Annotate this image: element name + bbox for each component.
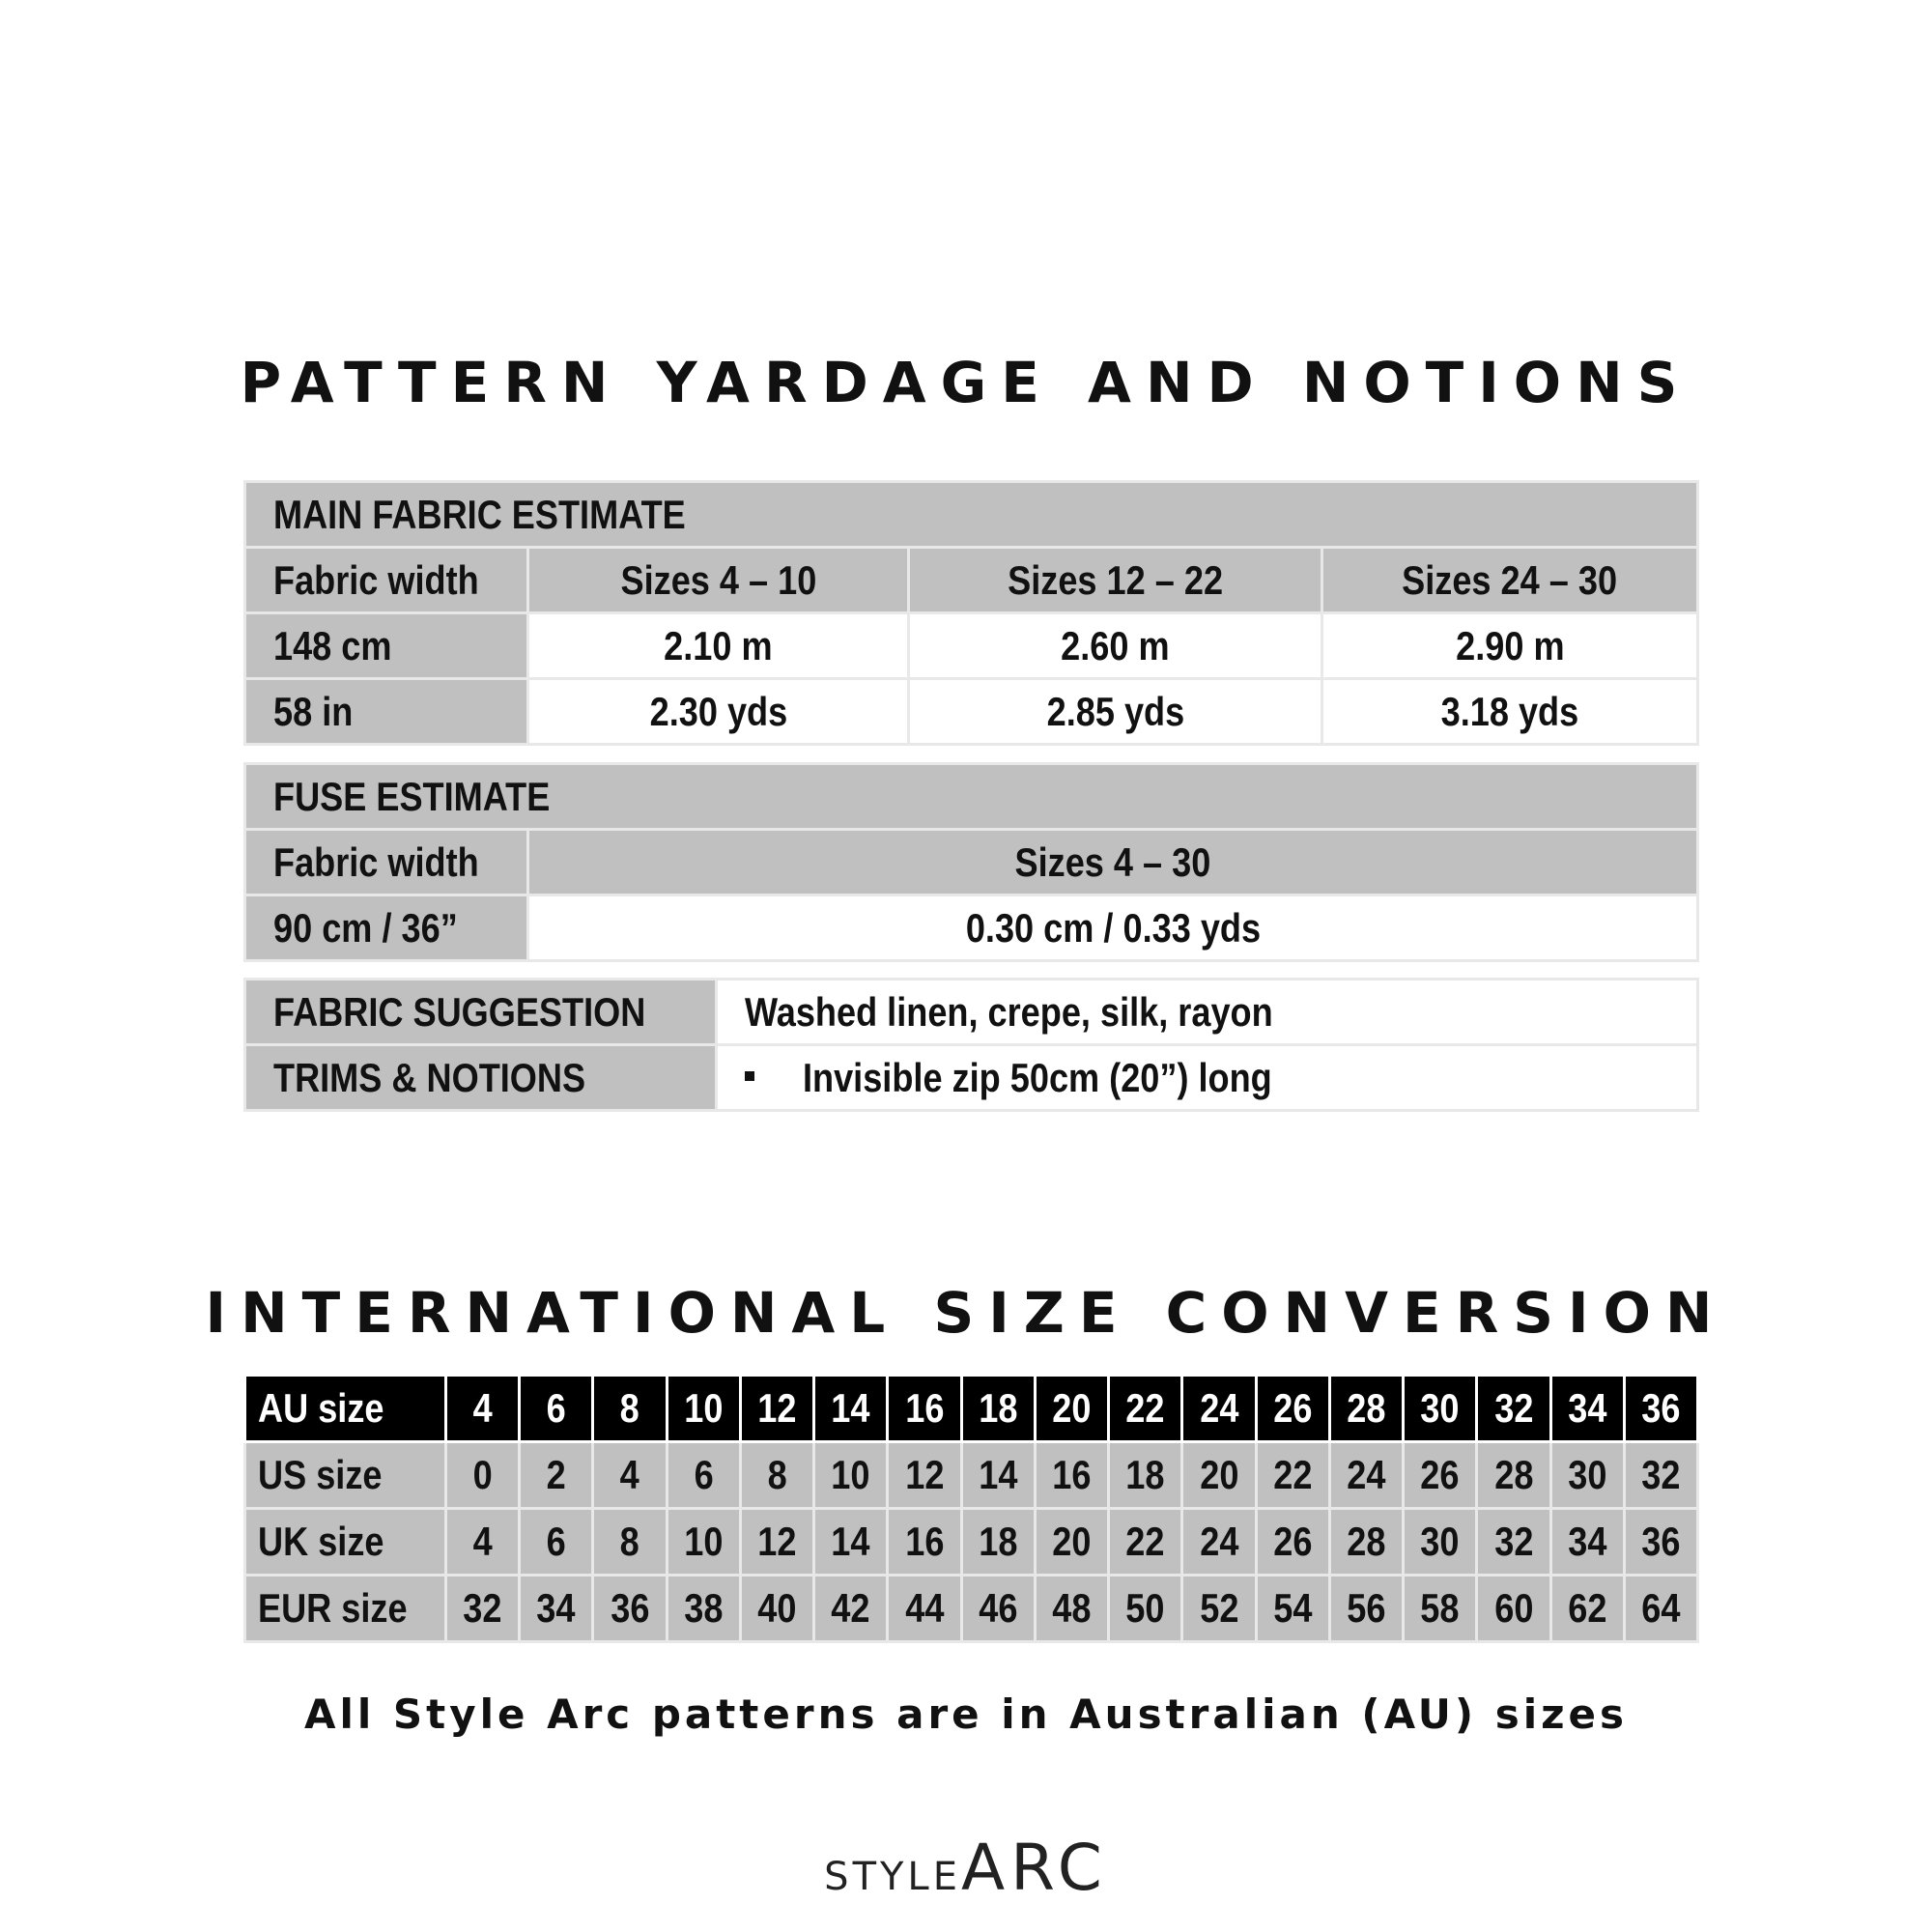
size-cell: 32 [1477,1509,1550,1576]
size-cell: 26 [1256,1376,1329,1442]
au-sizes-note: All Style Arc patterns are in Australian (AU) sizes [303,1690,1629,1738]
table-row [245,679,1698,745]
size-cell: 14 [814,1509,888,1576]
table-row [245,1442,1698,1509]
size-row-label: US size [245,1442,446,1509]
main-fabric-table [243,480,1699,746]
table-row [245,1376,1698,1442]
size-cell: 20 [1182,1442,1256,1509]
table-cell: 2.10 m [528,613,909,679]
size-cell: 16 [888,1509,961,1576]
size-cell: 64 [1624,1576,1697,1642]
size-cell: 18 [961,1509,1035,1576]
size-cell: 28 [1329,1376,1403,1442]
size-row-label: UK size [245,1509,446,1576]
size-cell: 36 [1624,1376,1697,1442]
size-cell: 28 [1477,1442,1550,1509]
size-cell: 24 [1182,1376,1256,1442]
bullet-icon [745,1071,754,1081]
yardage-title: PATTERN YARDAGE AND NOTIONS [240,350,1692,415]
size-cell: 24 [1329,1442,1403,1509]
size-cell: 0 [446,1442,520,1509]
table-row [245,1509,1698,1576]
size-cell: 14 [814,1376,888,1442]
table-row [245,613,1698,679]
size-row-label: EUR size [245,1576,446,1642]
size-cell: 18 [961,1376,1035,1442]
size-cell: 28 [1329,1509,1403,1576]
size-cell: 8 [740,1442,813,1509]
size-cell: 22 [1109,1376,1182,1442]
size-cell: 4 [446,1509,520,1576]
table-cell: 2.30 yds [528,679,909,745]
size-cell: 60 [1477,1576,1550,1642]
size-cell: 26 [1404,1442,1477,1509]
size-cell: 6 [520,1509,593,1576]
size-cell: 10 [667,1376,740,1442]
table-cell: 2.90 m [1322,613,1698,679]
column-header: Sizes 12 – 22 [909,548,1322,613]
size-cell: 40 [740,1576,813,1642]
size-cell: 54 [1256,1576,1329,1642]
size-cell: 62 [1550,1576,1624,1642]
size-cell: 56 [1329,1576,1403,1642]
table-row [245,1576,1698,1642]
size-cell: 14 [961,1442,1035,1509]
size-cell: 10 [667,1509,740,1576]
size-cell: 8 [593,1376,667,1442]
size-cell: 32 [446,1576,520,1642]
size-cell: 20 [1035,1376,1108,1442]
size-cell: 24 [1182,1509,1256,1576]
style-arc-logo [0,1831,1932,1905]
table-cell: 0.30 cm / 0.33 yds [528,895,1698,961]
size-cell: 18 [1109,1442,1182,1509]
size-cell: 30 [1404,1509,1477,1576]
size-cell: 4 [446,1376,520,1442]
column-header: Fabric width [245,830,528,895]
column-header: Sizes 4 – 30 [528,830,1698,895]
size-cell: 8 [593,1509,667,1576]
fabric-suggestion-label: FABRIC SUGGESTION [245,980,717,1045]
size-cell: 34 [1550,1509,1624,1576]
size-conversion-table [243,1374,1699,1643]
size-cell: 22 [1256,1442,1329,1509]
size-cell: 34 [520,1576,593,1642]
fuse-columns [245,830,1698,895]
table-row [245,895,1698,961]
row-label: 148 cm [245,613,528,679]
size-cell: 6 [667,1442,740,1509]
size-cell: 2 [520,1442,593,1509]
row-label: 90 cm / 36” [245,895,528,961]
size-cell: 52 [1182,1576,1256,1642]
size-cell: 42 [814,1576,888,1642]
trims-value: Invisible zip 50cm (20”) long [717,1045,1698,1111]
fabric-suggestion-value: Washed linen, crepe, silk, rayon [717,980,1698,1045]
logo-word-style: STYLE [824,1855,961,1899]
conversion-title: INTERNATIONAL SIZE CONVERSION [205,1280,1727,1346]
size-cell: 10 [814,1442,888,1509]
size-row-label: AU size [245,1376,446,1442]
size-cell: 30 [1404,1376,1477,1442]
table-row [245,980,1698,1045]
trims-label: TRIMS & NOTIONS [245,1045,717,1111]
size-cell: 32 [1477,1376,1550,1442]
table-cell: 2.60 m [909,613,1322,679]
size-cell: 6 [520,1376,593,1442]
size-cell: 12 [740,1376,813,1442]
logo-word-arc: ARC [961,1831,1108,1905]
size-cell: 46 [961,1576,1035,1642]
fuse-table [243,762,1699,962]
size-cell: 12 [740,1509,813,1576]
size-cell: 16 [888,1376,961,1442]
size-cell: 34 [1550,1376,1624,1442]
main-fabric-header: MAIN FABRIC ESTIMATE [245,482,1698,548]
size-cell: 12 [888,1442,961,1509]
fabric-info-table [243,978,1699,1112]
size-cell: 36 [593,1576,667,1642]
size-cell: 30 [1550,1442,1624,1509]
size-cell: 36 [1624,1509,1697,1576]
size-cell: 16 [1035,1442,1108,1509]
main-fabric-columns [245,548,1698,613]
column-header: Sizes 24 – 30 [1322,548,1698,613]
size-cell: 44 [888,1576,961,1642]
size-cell: 32 [1624,1442,1697,1509]
size-cell: 4 [593,1442,667,1509]
fuse-header: FUSE ESTIMATE [245,764,1698,830]
size-cell: 22 [1109,1509,1182,1576]
table-cell: 3.18 yds [1322,679,1698,745]
size-cell: 58 [1404,1576,1477,1642]
size-cell: 26 [1256,1509,1329,1576]
table-cell: 2.85 yds [909,679,1322,745]
size-cell: 38 [667,1576,740,1642]
table-row [245,1045,1698,1111]
row-label: 58 in [245,679,528,745]
size-cell: 20 [1035,1509,1108,1576]
column-header: Sizes 4 – 10 [528,548,909,613]
size-cell: 48 [1035,1576,1108,1642]
size-cell: 50 [1109,1576,1182,1642]
column-header: Fabric width [245,548,528,613]
